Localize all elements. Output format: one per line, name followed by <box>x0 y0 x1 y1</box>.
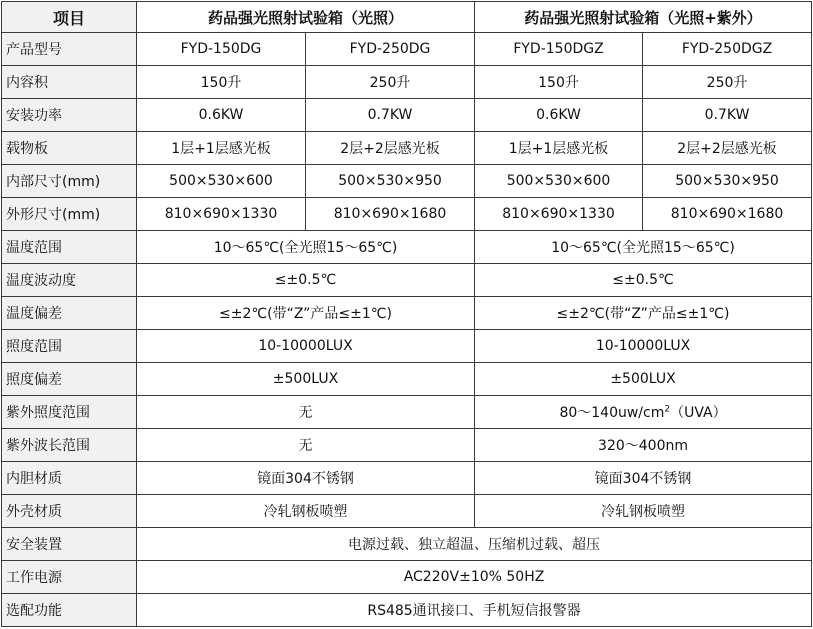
cell: 10～65℃(全光照15～65℃) <box>475 231 812 264</box>
cell: FYD-250DGZ <box>643 33 812 66</box>
cell: 2层+2层感光板 <box>306 132 475 165</box>
row-label: 温度范围 <box>2 231 137 264</box>
uv-value-suffix: （UVA） <box>670 405 727 421</box>
row-temp-fluct <box>2 264 812 297</box>
cell: ≤±2℃(带“Z”产品≤±1℃) <box>475 297 812 330</box>
row-label: 外形尺寸(mm) <box>2 198 137 231</box>
row-safety <box>2 528 812 561</box>
cell: ±500LUX <box>475 363 812 396</box>
row-inner-size <box>2 165 812 198</box>
row-label: 温度波动度 <box>2 264 137 297</box>
spec-table <box>1 1 812 627</box>
cell: 10-10000LUX <box>475 330 812 363</box>
row-volume <box>2 66 812 99</box>
row-label: 内胆材质 <box>2 462 137 495</box>
cell: 10～65℃(全光照15～65℃) <box>137 231 475 264</box>
row-uv-wave <box>2 429 812 462</box>
cell: 500×530×600 <box>475 165 643 198</box>
cell: 810×690×1330 <box>137 198 306 231</box>
row-outer-size <box>2 198 812 231</box>
cell: 150升 <box>475 66 643 99</box>
row-lux-dev <box>2 363 812 396</box>
row-supply <box>2 561 812 594</box>
row-shell <box>2 495 812 528</box>
cell: ≤±0.5℃ <box>475 264 812 297</box>
cell: 500×530×950 <box>643 165 812 198</box>
row-label: 载物板 <box>2 132 137 165</box>
row-label: 内部尺寸(mm) <box>2 165 137 198</box>
header-item: 项目 <box>2 2 137 33</box>
row-label: 安全装置 <box>2 528 137 561</box>
cell: 电源过载、独立超温、压缩机过载、超压 <box>137 528 812 561</box>
cell: 无 <box>137 429 475 462</box>
row-label: 紫外照度范围 <box>2 396 137 429</box>
cell: 0.6KW <box>137 99 306 132</box>
cell: ±500LUX <box>137 363 475 396</box>
row-label: 照度偏差 <box>2 363 137 396</box>
cell: 0.7KW <box>306 99 475 132</box>
header-group-light-uv: 药品强光照射试验箱（光照+紫外） <box>475 2 812 33</box>
row-label: 产品型号 <box>2 33 137 66</box>
cell: AC220V±10% 50HZ <box>137 561 812 594</box>
cell: FYD-150DG <box>137 33 306 66</box>
cell: 10-10000LUX <box>137 330 475 363</box>
cell: FYD-150DGZ <box>475 33 643 66</box>
cell: 1层+1层感光板 <box>475 132 643 165</box>
row-temp-dev <box>2 297 812 330</box>
row-label: 温度偏差 <box>2 297 137 330</box>
cell: 镜面304不锈钢 <box>137 462 475 495</box>
cell: 500×530×950 <box>306 165 475 198</box>
row-liner <box>2 462 812 495</box>
cell: 1层+1层感光板 <box>137 132 306 165</box>
cell: 320～400nm <box>475 429 812 462</box>
cell: 冷轧钢板喷塑 <box>475 495 812 528</box>
row-label: 工作电源 <box>2 561 137 594</box>
cell: 810×690×1680 <box>306 198 475 231</box>
row-label: 紫外波长范围 <box>2 429 137 462</box>
uv-value-sup: 2 <box>664 404 671 415</box>
cell: FYD-250DG <box>306 33 475 66</box>
cell: 冷轧钢板喷塑 <box>137 495 475 528</box>
uv-value-prefix: 80～140uw/cm <box>559 405 665 421</box>
cell: 0.6KW <box>475 99 643 132</box>
row-lux-range <box>2 330 812 363</box>
row-label: 选配功能 <box>2 594 137 627</box>
cell: 250升 <box>306 66 475 99</box>
cell: 0.7KW <box>643 99 812 132</box>
cell: 810×690×1330 <box>475 198 643 231</box>
cell: 150升 <box>137 66 306 99</box>
header-row <box>2 2 812 33</box>
cell-uv-irradiance <box>475 396 812 429</box>
row-model <box>2 33 812 66</box>
row-options <box>2 594 812 627</box>
cell: 镜面304不锈钢 <box>475 462 812 495</box>
row-shelf <box>2 132 812 165</box>
row-label: 安装功率 <box>2 99 137 132</box>
cell: ≤±2℃(带“Z”产品≤±1℃) <box>137 297 475 330</box>
row-label: 照度范围 <box>2 330 137 363</box>
cell: 810×690×1680 <box>643 198 812 231</box>
cell: ≤±0.5℃ <box>137 264 475 297</box>
row-label: 外壳材质 <box>2 495 137 528</box>
row-temp-range <box>2 231 812 264</box>
row-label: 内容积 <box>2 66 137 99</box>
row-power <box>2 99 812 132</box>
header-group-light: 药品强光照射试验箱（光照） <box>137 2 475 33</box>
cell: 2层+2层感光板 <box>643 132 812 165</box>
cell: 500×530×600 <box>137 165 306 198</box>
cell: 250升 <box>643 66 812 99</box>
cell: RS485通讯接口、手机短信报警器 <box>137 594 812 627</box>
cell: 无 <box>137 396 475 429</box>
row-uv-range <box>2 396 812 429</box>
